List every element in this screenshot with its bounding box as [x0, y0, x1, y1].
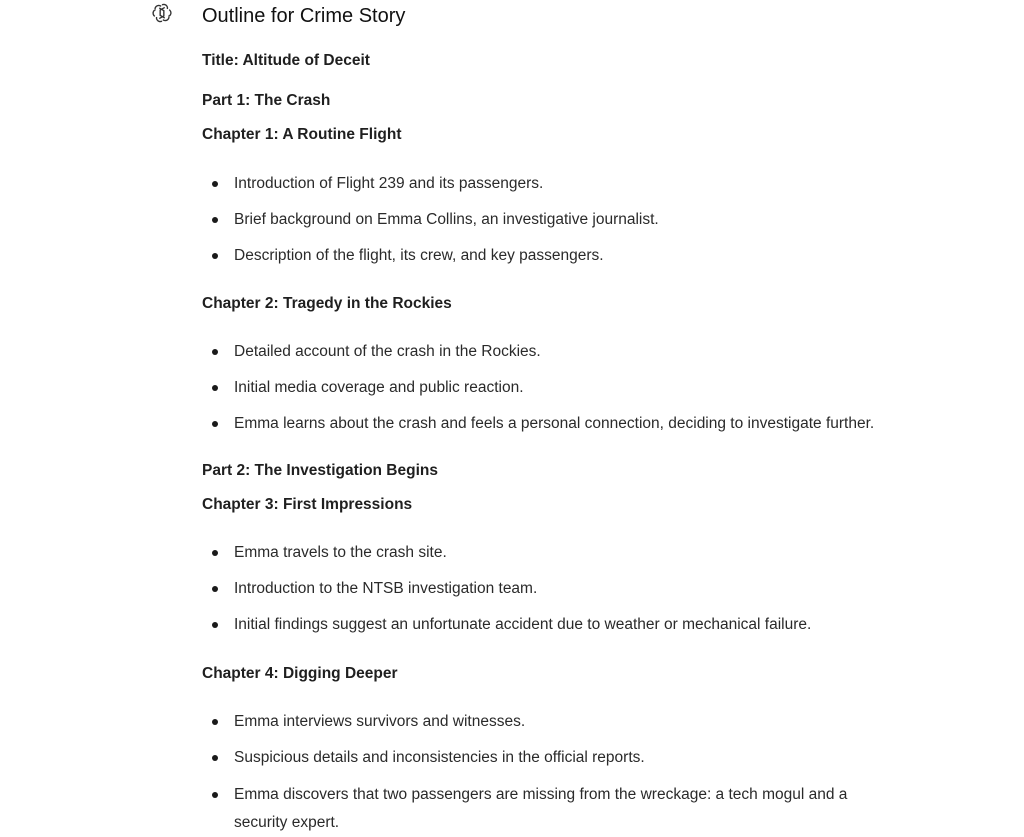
list-item: Initial media coverage and public reaction. — [234, 379, 524, 396]
message-title: Outline for Crime Story — [202, 5, 406, 27]
chapter-1-heading: Chapter 1: A Routine Flight — [202, 126, 402, 143]
bullet-icon — [212, 349, 218, 355]
bullet-icon — [212, 217, 218, 223]
list-item: Description of the flight, its crew, and key passengers. — [234, 247, 604, 264]
list-item: Emma interviews survivors and witnesses. — [234, 713, 526, 730]
openai-logo-icon — [151, 2, 173, 24]
bullet-icon — [212, 719, 218, 725]
bullet-icon — [212, 550, 218, 556]
list-item: Brief background on Emma Collins, an investigative journalist. — [234, 211, 659, 228]
chapter-3-heading: Chapter 3: First Impressions — [202, 496, 413, 513]
bullet-icon — [212, 421, 218, 427]
bullet-icon — [212, 181, 218, 187]
list-item-continuation: security expert. — [234, 814, 340, 831]
bullet-icon — [212, 385, 218, 391]
bullet-icon — [212, 792, 218, 798]
bullet-icon — [212, 586, 218, 592]
list-item: Detailed account of the crash in the Rockies. — [234, 343, 541, 360]
story-title: Title: Altitude of Deceit — [202, 52, 370, 69]
list-item: Emma travels to the crash site. — [234, 544, 447, 561]
bullet-icon — [212, 755, 218, 761]
bullet-icon — [212, 622, 218, 628]
list-item: Introduction of Flight 239 and its passengers. — [234, 175, 544, 192]
chapter-2-heading: Chapter 2: Tragedy in the Rockies — [202, 295, 452, 312]
list-item: Emma discovers that two passengers are missing from the wreckage: a tech mogul and a — [234, 786, 848, 803]
list-item: Initial findings suggest an unfortunate accident due to weather or mechanical failure. — [234, 616, 812, 633]
part-1-heading: Part 1: The Crash — [202, 92, 331, 109]
list-item: Introduction to the NTSB investigation team. — [234, 580, 538, 597]
list-item: Emma learns about the crash and feels a personal connection, deciding to investigate further. — [234, 415, 875, 432]
bullet-icon — [212, 253, 218, 259]
list-item: Suspicious details and inconsistencies in the official reports. — [234, 749, 645, 766]
part-2-heading: Part 2: The Investigation Begins — [202, 462, 438, 479]
chapter-4-heading: Chapter 4: Digging Deeper — [202, 665, 398, 682]
